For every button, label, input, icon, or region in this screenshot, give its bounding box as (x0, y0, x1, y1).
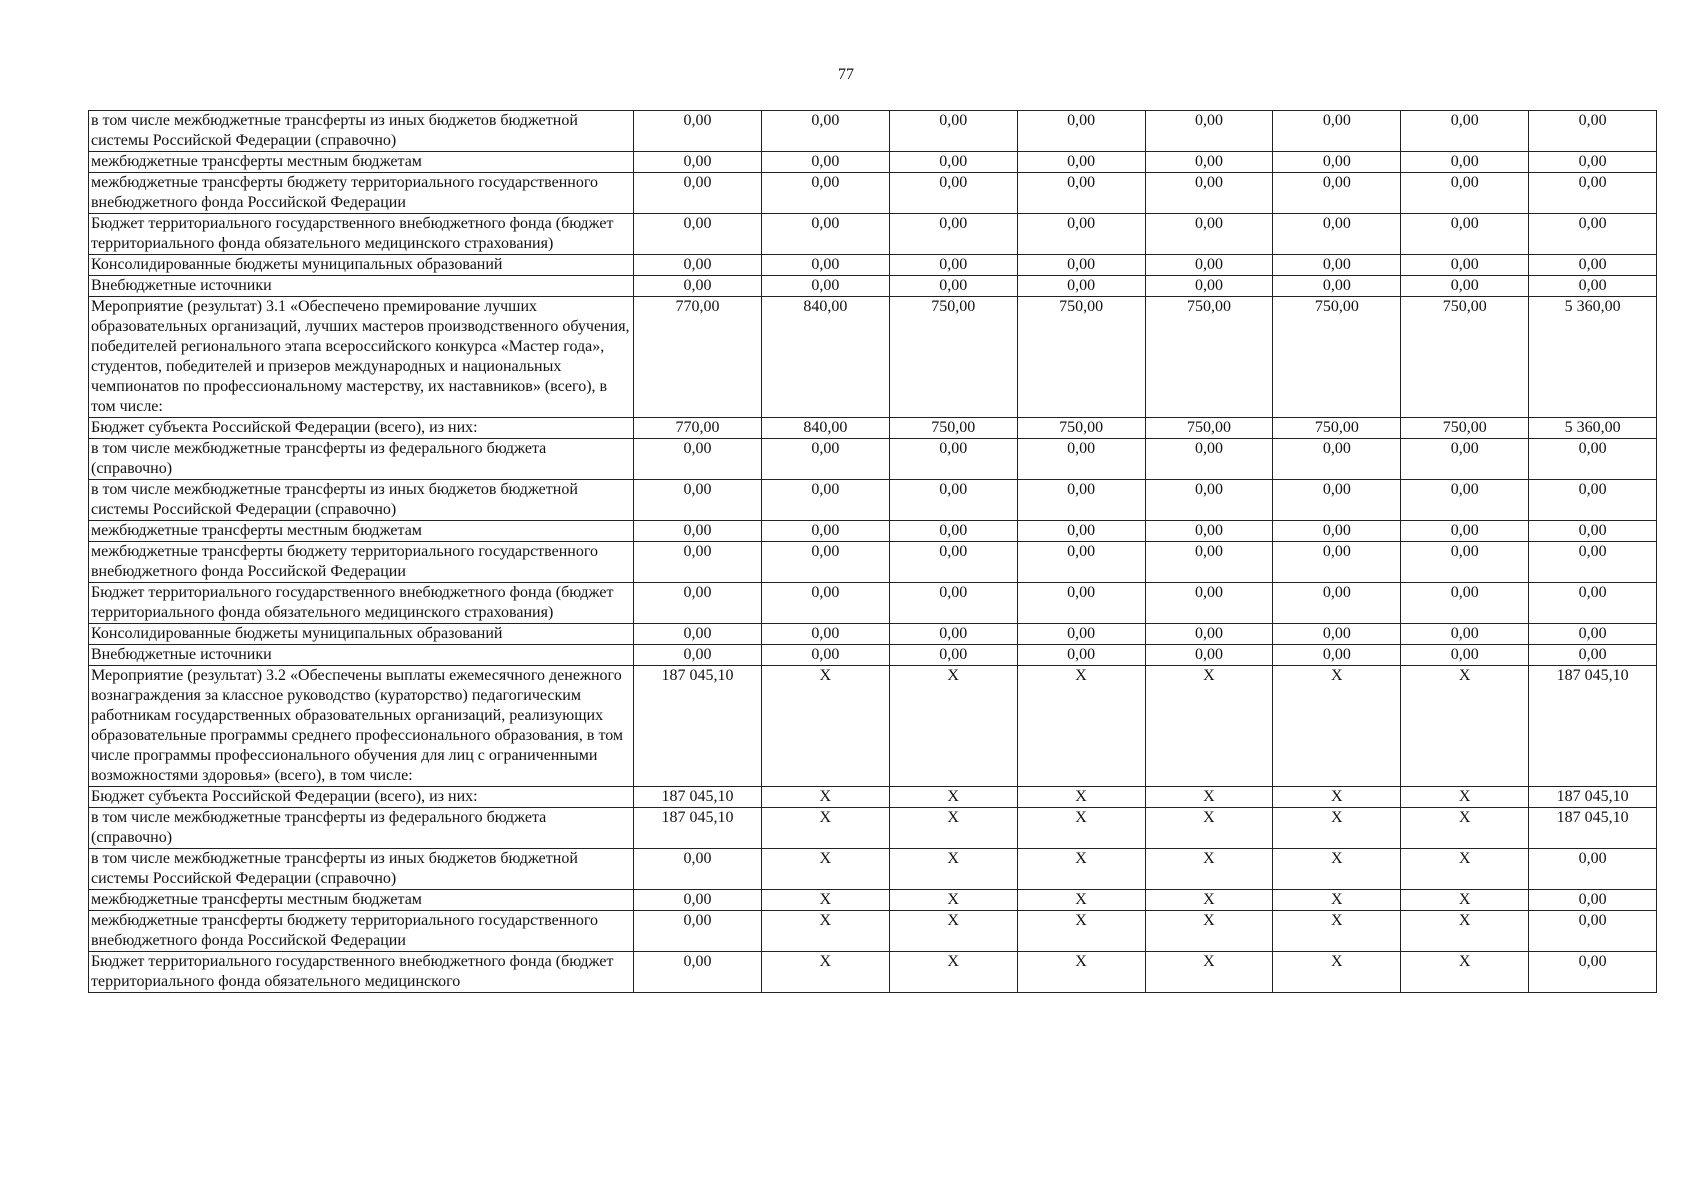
value-cell: 0,00 (1529, 276, 1657, 297)
value-cell: X (761, 890, 889, 911)
value-cell: X (1017, 911, 1145, 952)
value-cell: 0,00 (1145, 276, 1273, 297)
value-cell: X (1017, 666, 1145, 787)
value-cell: X (1401, 666, 1529, 787)
value-cell: X (1273, 890, 1401, 911)
value-cell: X (1401, 952, 1529, 993)
value-cell: 0,00 (1273, 255, 1401, 276)
value-cell: X (1273, 808, 1401, 849)
value-cell: 0,00 (1017, 111, 1145, 152)
value-cell: 0,00 (634, 849, 762, 890)
row-label: Бюджет субъекта Российской Федерации (всего), из них: (89, 787, 634, 808)
value-cell: 0,00 (1529, 542, 1657, 583)
value-cell: 0,00 (634, 480, 762, 521)
table-row (89, 849, 1657, 890)
value-cell: 750,00 (889, 418, 1017, 439)
value-cell: X (761, 952, 889, 993)
value-cell: 187 045,10 (634, 666, 762, 787)
value-cell: 187 045,10 (1529, 666, 1657, 787)
value-cell: 0,00 (889, 152, 1017, 173)
value-cell: 0,00 (1145, 624, 1273, 645)
table-row (89, 173, 1657, 214)
value-cell: 0,00 (1145, 152, 1273, 173)
table-row (89, 418, 1657, 439)
table-row (89, 480, 1657, 521)
value-cell: 0,00 (1017, 624, 1145, 645)
value-cell: 187 045,10 (1529, 787, 1657, 808)
value-cell: 0,00 (1145, 173, 1273, 214)
value-cell: 0,00 (1401, 645, 1529, 666)
table-row (89, 214, 1657, 255)
value-cell: 0,00 (1401, 255, 1529, 276)
value-cell: 0,00 (634, 214, 762, 255)
value-cell: 0,00 (889, 173, 1017, 214)
value-cell: 750,00 (1401, 418, 1529, 439)
value-cell: 0,00 (1401, 439, 1529, 480)
value-cell: 750,00 (1401, 297, 1529, 418)
value-cell: 0,00 (1401, 276, 1529, 297)
value-cell: X (1145, 952, 1273, 993)
value-cell: 750,00 (1017, 418, 1145, 439)
value-cell: 5 360,00 (1529, 418, 1657, 439)
value-cell: 0,00 (1145, 255, 1273, 276)
table-row (89, 624, 1657, 645)
row-label: Мероприятие (результат) 3.1 «Обеспечено премирование лучших образовательных организаций, лучших мастеров производственного обучения, победителей регионального этапа всероссийского конкурса «Мастер года», студентов, победителей и призеров международных и национальных чемпионатов по профессиональному мастерству, их наставников» (всего), в том числе: (89, 297, 634, 418)
value-cell: 0,00 (1145, 645, 1273, 666)
value-cell: X (1145, 808, 1273, 849)
value-cell: 0,00 (1529, 911, 1657, 952)
row-label: в том числе межбюджетные трансферты из иных бюджетов бюджетной системы Российской Федерации (справочно) (89, 480, 634, 521)
value-cell: 0,00 (634, 276, 762, 297)
value-cell: X (761, 808, 889, 849)
value-cell: 0,00 (634, 624, 762, 645)
value-cell: 0,00 (1273, 111, 1401, 152)
row-label: Бюджет территориального государственного внебюджетного фонда (бюджет территориального фонда обязательного медицинского страхования) (89, 583, 634, 624)
row-label: Внебюджетные источники (89, 276, 634, 297)
row-label: Бюджет территориального государственного внебюджетного фонда (бюджет территориального фонда обязательного медицинского страхования) (89, 214, 634, 255)
value-cell: 0,00 (1401, 173, 1529, 214)
value-cell: 0,00 (761, 214, 889, 255)
value-cell: X (1273, 666, 1401, 787)
value-cell: 0,00 (761, 624, 889, 645)
value-cell: 0,00 (889, 255, 1017, 276)
value-cell: 0,00 (634, 111, 762, 152)
value-cell: 0,00 (634, 583, 762, 624)
value-cell: 0,00 (761, 439, 889, 480)
value-cell: 0,00 (1401, 480, 1529, 521)
value-cell: 0,00 (889, 480, 1017, 521)
row-label: Консолидированные бюджеты муниципальных образований (89, 255, 634, 276)
value-cell: 750,00 (889, 297, 1017, 418)
value-cell: 770,00 (634, 418, 762, 439)
value-cell: 0,00 (1529, 173, 1657, 214)
value-cell: 0,00 (1401, 624, 1529, 645)
value-cell: 0,00 (889, 276, 1017, 297)
value-cell: 0,00 (1273, 645, 1401, 666)
value-cell: X (1401, 849, 1529, 890)
value-cell: X (761, 787, 889, 808)
row-label: межбюджетные трансферты местным бюджетам (89, 890, 634, 911)
value-cell: X (889, 890, 1017, 911)
value-cell: 0,00 (1017, 542, 1145, 583)
value-cell: 0,00 (1401, 521, 1529, 542)
value-cell: 0,00 (1145, 480, 1273, 521)
value-cell: 0,00 (1017, 480, 1145, 521)
value-cell: 0,00 (634, 152, 762, 173)
table-row (89, 542, 1657, 583)
row-label: межбюджетные трансферты местным бюджетам (89, 521, 634, 542)
value-cell: 0,00 (1145, 439, 1273, 480)
table-row (89, 255, 1657, 276)
value-cell: X (1145, 666, 1273, 787)
value-cell: 0,00 (1529, 521, 1657, 542)
value-cell: 0,00 (761, 645, 889, 666)
value-cell: 187 045,10 (1529, 808, 1657, 849)
value-cell: 0,00 (634, 255, 762, 276)
value-cell: 0,00 (1017, 173, 1145, 214)
value-cell: 0,00 (634, 439, 762, 480)
value-cell: 0,00 (1273, 521, 1401, 542)
value-cell: 0,00 (761, 111, 889, 152)
value-cell: X (1017, 890, 1145, 911)
value-cell: 0,00 (1273, 173, 1401, 214)
value-cell: 0,00 (1529, 439, 1657, 480)
value-cell: 0,00 (761, 521, 889, 542)
value-cell: 750,00 (1273, 297, 1401, 418)
value-cell: X (1017, 787, 1145, 808)
value-cell: 0,00 (1529, 111, 1657, 152)
value-cell: 0,00 (634, 542, 762, 583)
row-label: Бюджет территориального государственного внебюджетного фонда (бюджет территориального фонда обязательного медицинского (89, 952, 634, 993)
value-cell: 0,00 (761, 542, 889, 583)
value-cell: 0,00 (1529, 152, 1657, 173)
value-cell: 0,00 (761, 255, 889, 276)
row-label: межбюджетные трансферты бюджету территориального государственного внебюджетного фонда Российской Федерации (89, 911, 634, 952)
value-cell: 0,00 (1273, 214, 1401, 255)
value-cell: 0,00 (1017, 276, 1145, 297)
value-cell: 0,00 (889, 214, 1017, 255)
value-cell: 0,00 (1529, 624, 1657, 645)
value-cell: 0,00 (634, 173, 762, 214)
table-row (89, 890, 1657, 911)
value-cell: 0,00 (634, 911, 762, 952)
value-cell: 0,00 (761, 583, 889, 624)
budget-table (88, 110, 1657, 993)
value-cell: X (1401, 808, 1529, 849)
row-label: в том числе межбюджетные трансферты из иных бюджетов бюджетной системы Российской Федерации (справочно) (89, 111, 634, 152)
value-cell: 0,00 (889, 111, 1017, 152)
value-cell: X (889, 787, 1017, 808)
value-cell: X (1401, 911, 1529, 952)
table-row (89, 911, 1657, 952)
value-cell: 0,00 (1273, 152, 1401, 173)
table-row (89, 152, 1657, 173)
value-cell: 0,00 (1273, 583, 1401, 624)
value-cell: 750,00 (1273, 418, 1401, 439)
table-row (89, 111, 1657, 152)
row-label: Бюджет субъекта Российской Федерации (всего), из них: (89, 418, 634, 439)
row-label: Внебюджетные источники (89, 645, 634, 666)
value-cell: 0,00 (1145, 521, 1273, 542)
value-cell: X (889, 849, 1017, 890)
value-cell: 0,00 (1017, 255, 1145, 276)
value-cell: 0,00 (1145, 583, 1273, 624)
table-row (89, 952, 1657, 993)
value-cell: 0,00 (1017, 583, 1145, 624)
row-label: Консолидированные бюджеты муниципальных образований (89, 624, 634, 645)
page-number: 77 (838, 66, 854, 83)
value-cell: 0,00 (1401, 583, 1529, 624)
value-cell: 0,00 (1145, 542, 1273, 583)
value-cell: 5 360,00 (1529, 297, 1657, 418)
value-cell: 0,00 (889, 624, 1017, 645)
value-cell: X (889, 952, 1017, 993)
value-cell: 0,00 (1017, 439, 1145, 480)
value-cell: 0,00 (1401, 542, 1529, 583)
value-cell: X (1401, 787, 1529, 808)
value-cell: 0,00 (634, 521, 762, 542)
value-cell: X (1273, 952, 1401, 993)
value-cell: 0,00 (761, 480, 889, 521)
value-cell: 0,00 (1273, 542, 1401, 583)
row-label: в том числе межбюджетные трансферты из федерального бюджета (справочно) (89, 439, 634, 480)
value-cell: 0,00 (1145, 214, 1273, 255)
value-cell: 0,00 (634, 890, 762, 911)
value-cell: 0,00 (1017, 214, 1145, 255)
row-label: межбюджетные трансферты бюджету территориального государственного внебюджетного фонда Российской Федерации (89, 173, 634, 214)
table-row (89, 666, 1657, 787)
value-cell: 0,00 (1529, 890, 1657, 911)
value-cell: X (1145, 890, 1273, 911)
value-cell: 0,00 (634, 645, 762, 666)
value-cell: 0,00 (1017, 152, 1145, 173)
value-cell: 0,00 (1273, 439, 1401, 480)
value-cell: X (889, 808, 1017, 849)
value-cell: 750,00 (1017, 297, 1145, 418)
value-cell: X (1145, 849, 1273, 890)
table-row (89, 808, 1657, 849)
value-cell: 0,00 (1529, 952, 1657, 993)
value-cell: 0,00 (1529, 255, 1657, 276)
value-cell: X (889, 911, 1017, 952)
value-cell: 750,00 (1145, 418, 1273, 439)
value-cell: 0,00 (1145, 111, 1273, 152)
value-cell: X (761, 666, 889, 787)
table-row (89, 521, 1657, 542)
value-cell: 0,00 (1017, 645, 1145, 666)
value-cell: X (1145, 787, 1273, 808)
value-cell: X (761, 911, 889, 952)
value-cell: X (1145, 911, 1273, 952)
value-cell: 0,00 (1529, 645, 1657, 666)
value-cell: X (761, 849, 889, 890)
value-cell: 0,00 (761, 276, 889, 297)
value-cell: 187 045,10 (634, 787, 762, 808)
value-cell: 0,00 (1273, 624, 1401, 645)
value-cell: X (1273, 911, 1401, 952)
value-cell: 187 045,10 (634, 808, 762, 849)
value-cell: 0,00 (889, 542, 1017, 583)
value-cell: 0,00 (761, 152, 889, 173)
value-cell: 0,00 (1401, 214, 1529, 255)
value-cell: 0,00 (1401, 152, 1529, 173)
table-body (89, 111, 1657, 993)
value-cell: X (1017, 849, 1145, 890)
value-cell: 0,00 (761, 173, 889, 214)
value-cell: X (1273, 849, 1401, 890)
table-row (89, 787, 1657, 808)
row-label: межбюджетные трансферты местным бюджетам (89, 152, 634, 173)
table-row (89, 583, 1657, 624)
value-cell: 0,00 (1401, 111, 1529, 152)
value-cell: 0,00 (1529, 480, 1657, 521)
value-cell: 0,00 (1273, 480, 1401, 521)
value-cell: 0,00 (889, 521, 1017, 542)
value-cell: X (889, 666, 1017, 787)
value-cell: 0,00 (1529, 849, 1657, 890)
value-cell: 0,00 (1529, 583, 1657, 624)
value-cell: 0,00 (1017, 521, 1145, 542)
value-cell: 0,00 (889, 645, 1017, 666)
value-cell: 0,00 (889, 583, 1017, 624)
value-cell: X (1273, 787, 1401, 808)
value-cell: 0,00 (634, 952, 762, 993)
value-cell: 0,00 (1529, 214, 1657, 255)
table-row (89, 439, 1657, 480)
row-label: в том числе межбюджетные трансферты из федерального бюджета (справочно) (89, 808, 634, 849)
table-row (89, 297, 1657, 418)
value-cell: 770,00 (634, 297, 762, 418)
value-cell: 840,00 (761, 297, 889, 418)
row-label: межбюджетные трансферты бюджету территориального государственного внебюджетного фонда Российской Федерации (89, 542, 634, 583)
table-row (89, 645, 1657, 666)
table-row (89, 276, 1657, 297)
value-cell: X (1017, 952, 1145, 993)
row-label: в том числе межбюджетные трансферты из иных бюджетов бюджетной системы Российской Федерации (справочно) (89, 849, 634, 890)
value-cell: X (1017, 808, 1145, 849)
value-cell: X (1401, 890, 1529, 911)
row-label: Мероприятие (результат) 3.2 «Обеспечены выплаты ежемесячного денежного вознаграждения за классное руководство (кураторство) педагогическим работникам государственных образовательных организаций, реализующих образовательные программы среднего профессионального образования, в том числе программы профессионального обучения для лиц с ограниченными возможностями здоровья» (всего), в том числе: (89, 666, 634, 787)
value-cell: 840,00 (761, 418, 889, 439)
value-cell: 0,00 (1273, 276, 1401, 297)
value-cell: 750,00 (1145, 297, 1273, 418)
value-cell: 0,00 (889, 439, 1017, 480)
